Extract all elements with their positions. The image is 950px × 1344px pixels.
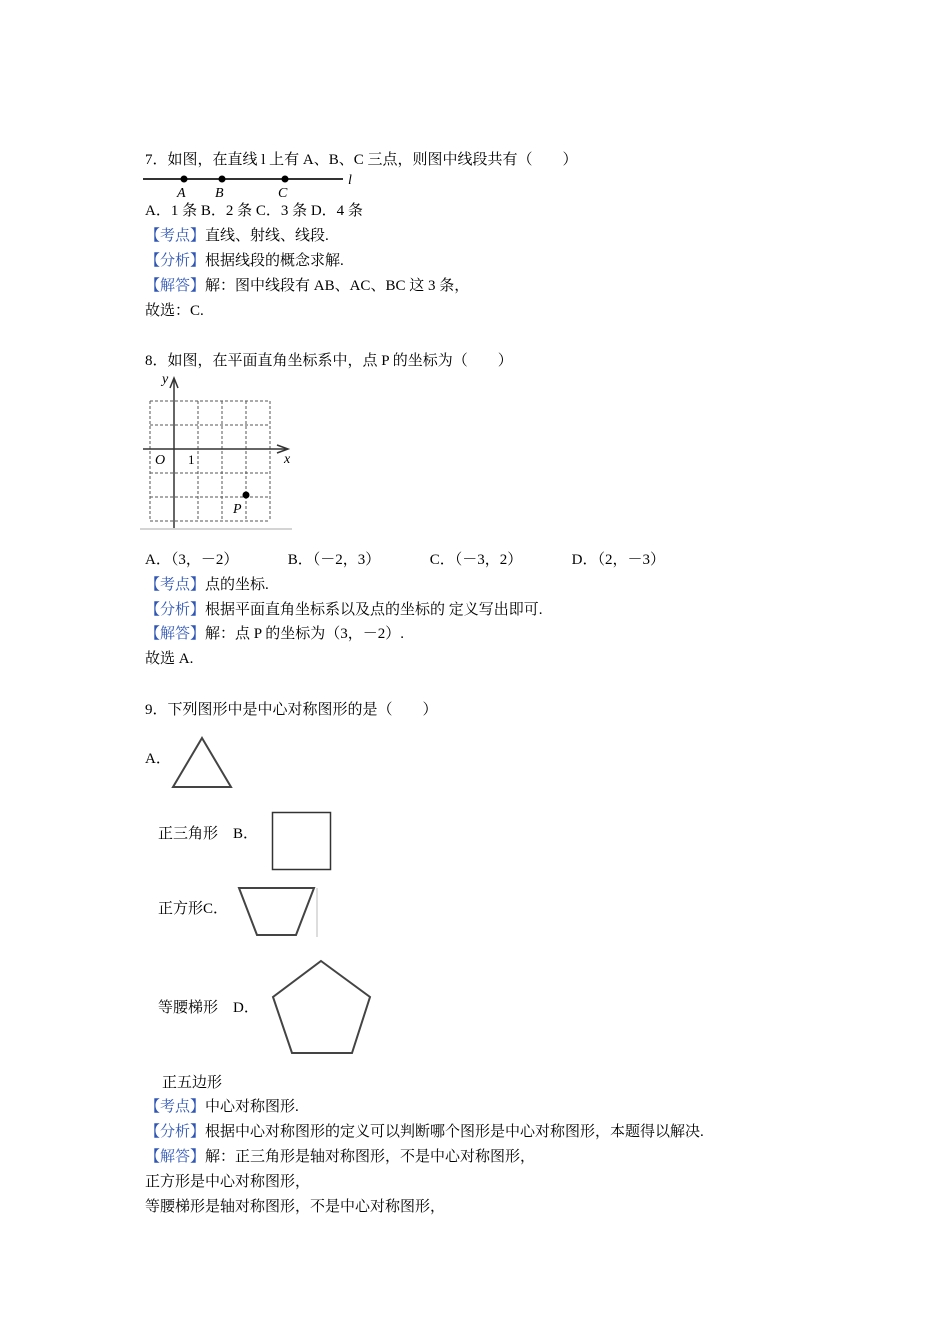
point-a-label: A: [177, 186, 186, 200]
fenxi-tag: 【分析】: [145, 1124, 206, 1140]
grid-lines: [150, 401, 270, 521]
q9-name-b-row: [158, 899, 228, 919]
jieda-tag: 【解答】: [145, 1149, 206, 1165]
point-b-label: B: [215, 186, 224, 200]
q7-stem: 7．如图，在直线 l 上有 A、B、C 三点，则图中线段共有（ ）: [145, 152, 578, 168]
square-figure: [271, 811, 333, 871]
trapezoid-shape: [239, 888, 314, 935]
q7-line-figure: [143, 168, 363, 200]
x-axis-label: x: [284, 452, 291, 467]
q8-option-c: C．（－3，2）: [429, 552, 523, 568]
q8-jieda: [145, 624, 404, 644]
square-shape: [273, 813, 331, 870]
y-axis-label: y: [162, 372, 169, 387]
fenxi-text: 根据中心对称图形的定义可以判断哪个图形是中心对称图形，本题得以解决.: [205, 1124, 704, 1140]
q9-option-a-label: A．: [145, 751, 171, 767]
unit-one-label: 1: [188, 452, 195, 467]
triangle-shape: [173, 738, 231, 787]
fenxi-text: 根据线段的概念求解.: [205, 253, 344, 269]
q9-option-b-label: B．: [233, 826, 259, 842]
q8-option-b: B．（－2，3）: [287, 552, 381, 568]
point-b-dot: [219, 176, 226, 183]
q8-option-d: D．（2，－3）: [571, 552, 665, 568]
q8-fenxi: [145, 600, 543, 620]
kaodian-tag: 【考点】: [145, 577, 206, 593]
q9-kaodian: [145, 1097, 299, 1117]
q7-options: A．1 条 B．2 条 C．3 条 D．4 条: [145, 203, 363, 219]
q8-answer: 故选 A.: [145, 651, 194, 667]
triangle-figure: [170, 735, 234, 791]
q9-option-d-label: D．: [233, 1000, 259, 1016]
origin-label: O: [155, 453, 166, 468]
q7-jieda: [145, 276, 469, 296]
q8-kaodian: [145, 575, 269, 595]
q7-kaodian: [145, 226, 329, 246]
q9-name-c-row: [158, 998, 259, 1018]
name-square: 正方形: [158, 901, 204, 917]
kaodian-text: 中心对称图形.: [205, 1099, 299, 1115]
q9-jieda: [145, 1147, 535, 1167]
jieda-text: 解：点 P 的坐标为（3，－2）.: [205, 626, 405, 642]
kaodian-text: 点的坐标.: [205, 577, 269, 593]
q9-answer-line-2: 正方形是中心对称图形，: [145, 1174, 311, 1190]
fenxi-text: 根据平面直角坐标系以及点的坐标的 定义写出即可.: [205, 602, 543, 618]
jieda-tag: 【解答】: [145, 626, 206, 642]
jieda-text: 解：图中线段有 AB、AC、BC 这 3 条，: [205, 278, 470, 294]
q8-option-a: A．（3，－2）: [145, 552, 239, 568]
q9-option-c-label: C．: [203, 901, 229, 917]
point-p-dot: [243, 492, 250, 499]
name-equilateral-triangle: 正三角形: [158, 826, 219, 842]
pentagon-shape: [273, 961, 370, 1053]
point-c-label: C: [278, 186, 288, 200]
jieda-tag: 【解答】: [145, 278, 206, 294]
line-l-label: l: [348, 173, 352, 188]
q9-stem: 9．下列图形中是中心对称图形的是（ ）: [145, 702, 438, 718]
q9-fenxi: [145, 1122, 704, 1142]
q8-coordinate-figure: [140, 370, 300, 535]
point-p-label: P: [233, 502, 242, 517]
name-isosceles-trapezoid: 等腰梯形: [158, 1000, 219, 1016]
kaodian-text: 直线、射线、线段.: [205, 228, 329, 244]
q8-options: [145, 550, 665, 570]
kaodian-tag: 【考点】: [145, 1099, 206, 1115]
q9-answer-line-3: 等腰梯形是轴对称图形，不是中心对称图形，: [145, 1199, 446, 1215]
jieda-text: 解：正三角形是轴对称图形，不是中心对称图形，: [205, 1149, 536, 1165]
q9-name-a-row: [158, 824, 258, 844]
trapezoid-figure: [236, 884, 322, 940]
q7-answer: 故选：C.: [145, 303, 204, 319]
fenxi-tag: 【分析】: [145, 602, 206, 618]
fenxi-tag: 【分析】: [145, 253, 206, 269]
pentagon-figure: [271, 957, 375, 1057]
point-c-dot: [282, 176, 289, 183]
kaodian-tag: 【考点】: [145, 228, 206, 244]
q7-fenxi: [145, 251, 344, 271]
point-a-dot: [181, 176, 188, 183]
name-regular-pentagon: 正五边形: [162, 1075, 223, 1091]
q8-stem: 8．如图，在平面直角坐标系中，点 P 的坐标为（ ）: [145, 353, 513, 369]
